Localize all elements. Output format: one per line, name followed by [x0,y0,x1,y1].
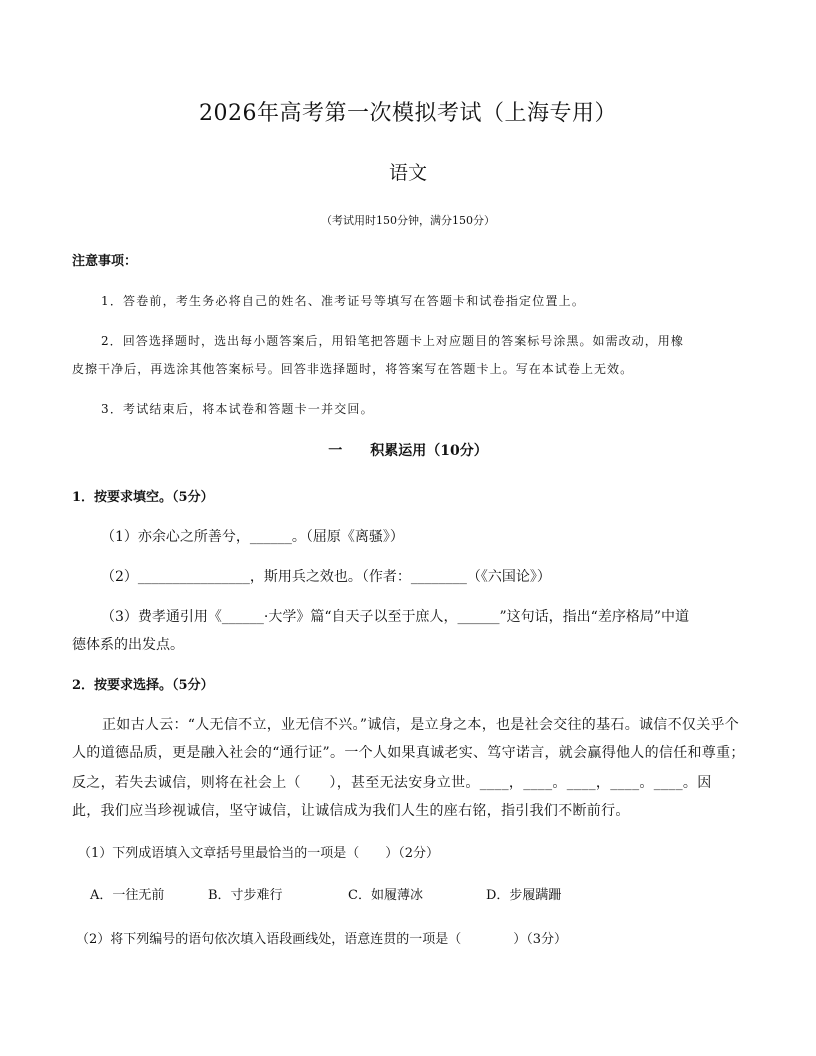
question-2-sub-2: （2）将下列编号的语句依次填入语段画线处，语意连贯的一项是（ ）（3分） [76,932,568,947]
option-a: A．一往无前 [90,888,165,903]
question-1-part-1: （1）亦余心之所善兮，______。（屈原《离骚》） [101,529,404,545]
notice-heading: 注意事项： [72,254,138,269]
exam-title: 2026年高考第一次模拟考试（上海专用） [199,101,617,126]
notice-item-2-line-1: 2．回答选择题时，选出每小题答案后，用铅笔把答题卡上对应题目的答案标号涂黑。如需改动，用橡 [101,334,684,348]
notice-item-3: 3．考试结束后，将本试卷和答题卡一并交回。 [101,402,374,416]
notice-item-2-line-2: 皮擦干净后，再选涂其他答案标号。回答非选择题时，将答案写在答题卡上。写在本试卷上无效。 [72,362,634,376]
question-1-part-3-line-1: （3）费孝通引用《______·大学》篇“自天子以至于庶人，______”这句话，指出“差序格局”中道 [101,609,689,625]
option-b: B．寸步难行 [208,888,283,903]
exam-info: （考试用时150分钟，满分150分） [321,214,495,227]
question-1-part-2: （2）________________，斯用兵之效也。（作者：________（《六国论》） [101,569,551,585]
section-title: 一 积累运用（10分） [328,443,488,459]
question-2-sub-1: （1）下列成语填入文章括号里最恰当的一项是（ ）（2分） [78,846,440,861]
option-d: D．步履蹒跚 [486,888,562,903]
passage-line: 人的道德品质，更是融入社会的“通行证”。一个人如果真诚老实、笃守诺言，就会赢得他人的信任和尊重； [72,745,745,761]
question-1-part-3-line-2: 德体系的出发点。 [72,637,184,653]
option-c: C．如履薄冰 [348,888,423,903]
answer-options [90,884,561,903]
question-1-heading: 1．按要求填空。（5分） [72,490,214,505]
passage-line: 此，我们应当珍视诚信，坚守诚信，让诚信成为我们人生的座右铭，指引我们不断前行。 [72,803,630,819]
passage-line: 正如古人云：“人无信不立，业无信不兴。”诚信，是立身之本，也是社会交往的基石。诚信不仅关乎个 [102,717,740,733]
subject-title: 语文 [388,162,427,184]
notice-item-1: 1．答卷前，考生务必将自己的姓名、准考证号等填写在答题卡和试卷指定位置上。 [101,294,586,308]
question-2-heading: 2．按要求选择。（5分） [72,678,214,693]
passage-line: 反之，若失去诚信，则将在社会上（ ），甚至无法安身立世。____，____。____，____。____。因 [72,775,712,791]
